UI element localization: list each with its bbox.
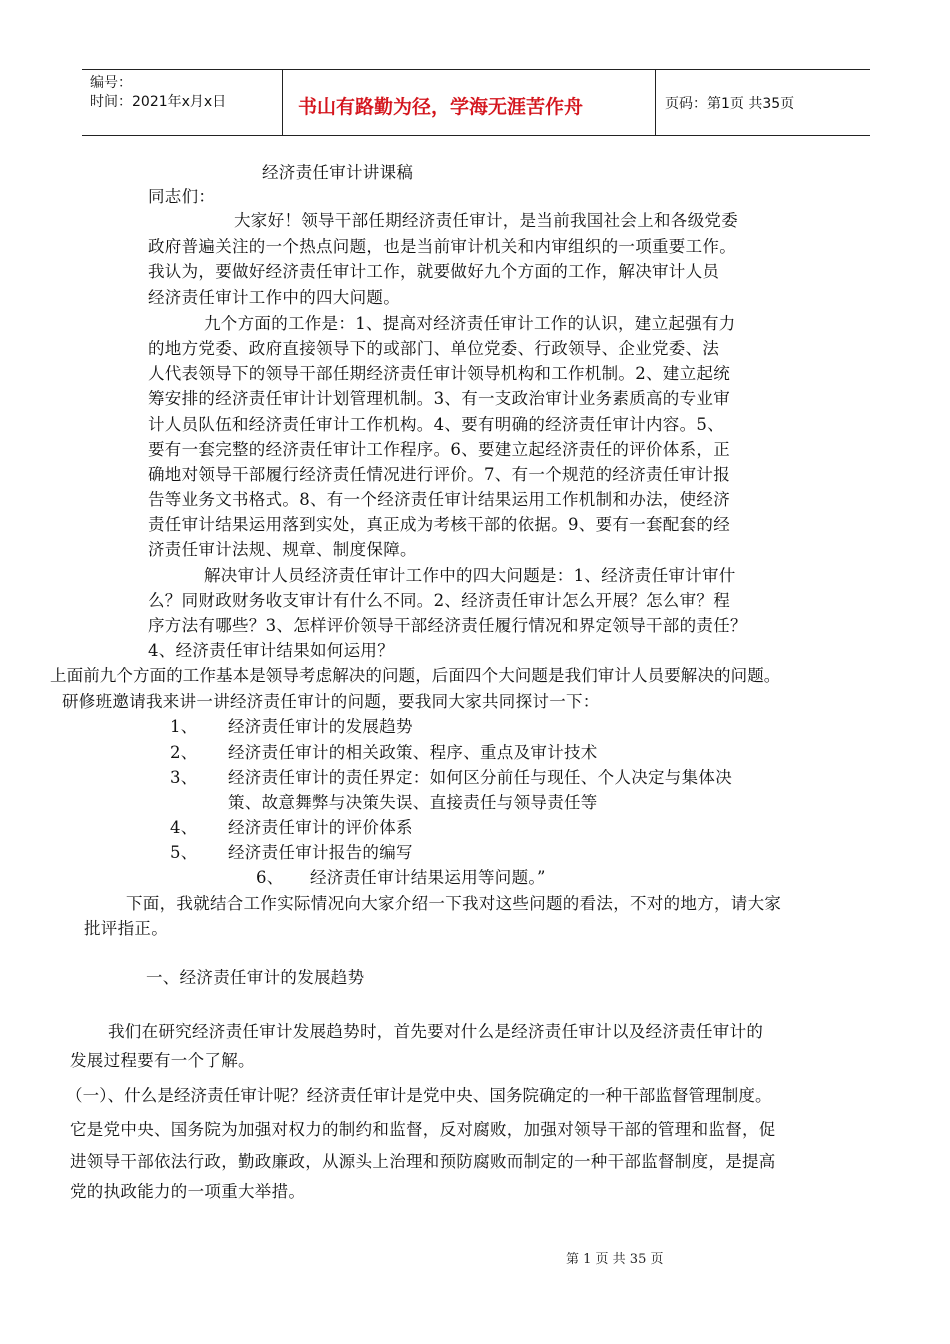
body-line: 序方法有哪些？3、怎样评价领导干部经济责任履行情况和界定领导干部的责任？ — [148, 616, 747, 635]
page-footer: 第 1 页 共 35 页 — [566, 1252, 664, 1267]
body-line: 批评指正。 — [84, 919, 168, 938]
body-line: 筹安排的经济责任审计计划管理机制。3、有一支政治审计业务素质高的专业审 — [148, 389, 730, 408]
body-line: 人代表领导下的领导干部任期经济责任审计领导机构和工作机制。2、建立起统 — [148, 364, 730, 383]
header-divider-right — [655, 69, 656, 135]
body-line: 政府普遍关注的一个热点问题，也是当前审计机关和内审组织的一项重要工作。 — [148, 237, 736, 256]
list-item: 经济责任审计的责任界定：如何区分前任与现任、个人决定与集体决 — [228, 768, 732, 787]
body-line: 大家好！领导干部任期经济责任审计，是当前我国社会上和各级党委 — [234, 211, 738, 230]
list-item: 经济责任审计报告的编写 — [228, 843, 413, 862]
header-serial: 编号： — [90, 75, 132, 91]
list-item-number: 2、 — [170, 743, 198, 762]
header-page-info: 页码：第1页 共35页 — [665, 96, 795, 112]
body-line: 党的执政能力的一项重大举措。 — [70, 1182, 306, 1201]
body-line: 告等业务文书格式。8、有一个经济责任审计结果运用工作机制和办法，使经济 — [148, 490, 730, 509]
body-line: 我们在研究经济责任审计发展趋势时，首先要对什么是经济责任审计以及经济责任审计的 — [108, 1022, 764, 1041]
body-line: 济责任审计法规、规章、制度保障。 — [148, 540, 417, 559]
list-item-number: 1、 — [170, 717, 198, 736]
header-top-rule — [82, 69, 870, 70]
body-line: 进领导干部依法行政，勤政廉政，从源头上治理和预防腐败而制定的一种干部监督制度，是提高 — [70, 1152, 776, 1171]
body-line: 九个方面的工作是：1、提高对经济责任审计工作的认识，建立起强有力 — [204, 314, 736, 333]
body-line: 经济责任审计工作中的四大问题。 — [148, 288, 400, 307]
body-line: 确地对领导干部履行经济责任情况进行评价。7、有一个规范的经济责任审计报 — [148, 465, 730, 484]
body-line: 计人员队伍和经济责任审计工作机构。4、要有明确的经济责任审计内容。5、 — [148, 415, 724, 434]
header-divider-left — [282, 69, 283, 135]
body-line: 发展过程要有一个了解。 — [70, 1051, 255, 1070]
body-line: 么？同财政财务收支审计有什么不同。2、经济责任审计怎么开展？怎么审？程 — [148, 591, 730, 610]
body-line: （一）、什么是经济责任审计呢？经济责任审计是党中央、国务院确定的一种干部监督管理制度。 — [66, 1086, 772, 1105]
body-line: 我认为，要做好经济责任审计工作，就要做好九个方面的工作，解决审计人员 — [148, 262, 720, 281]
list-item: 经济责任审计的评价体系 — [228, 818, 413, 837]
body-line: 责任审计结果运用落到实处，真正成为考核干部的依据。9、要有一套配套的经 — [148, 515, 730, 534]
body-line: 解决审计人员经济责任审计工作中的四大问题是：1、经济责任审计审什 — [204, 566, 736, 585]
list-item-number: 6、 — [256, 868, 284, 887]
salutation: 同志们： — [148, 187, 216, 206]
list-item: 经济责任审计结果运用等问题。” — [310, 868, 546, 887]
section-heading: 一、经济责任审计的发展趋势 — [146, 968, 365, 987]
document-title: 经济责任审计讲课稿 — [262, 163, 414, 182]
body-line: 的地方党委、政府直接领导下的或部门、单位党委、行政领导、企业党委、法 — [148, 339, 720, 358]
header-bottom-rule — [82, 135, 870, 136]
body-line: 要有一套完整的经济责任审计工作程序。6、要建立起经济责任的评价体系，正 — [148, 440, 730, 459]
list-item-number: 5、 — [170, 843, 198, 862]
body-line: 下面，我就结合工作实际情况向大家介绍一下我对这些问题的看法，不对的地方，请大家 — [126, 894, 782, 913]
body-line: 4、经济责任审计结果如何运用？ — [148, 641, 394, 660]
body-line: 上面前九个方面的工作基本是领导考虑解决的问题，后面四个大问题是我们审计人员要解决的问题。 — [50, 666, 781, 685]
list-item: 策、故意舞弊与决策失误、直接责任与领导责任等 — [228, 793, 598, 812]
body-line: 它是党中央、国务院为加强对权力的制约和监督，反对腐败，加强对领导干部的管理和监督，促 — [70, 1120, 776, 1139]
list-item-number: 3、 — [170, 768, 198, 787]
list-item: 经济责任审计的发展趋势 — [228, 717, 413, 736]
header-date: 时间：2021年x月x日 — [90, 94, 227, 110]
body-line: 研修班邀请我来讲一讲经济责任审计的问题，要我同大家共同探讨一下： — [62, 692, 600, 711]
header-motto: 书山有路勤为径，学海无涯苦作舟 — [298, 96, 584, 118]
list-item-number: 4、 — [170, 818, 198, 837]
list-item: 经济责任审计的相关政策、程序、重点及审计技术 — [228, 743, 598, 762]
